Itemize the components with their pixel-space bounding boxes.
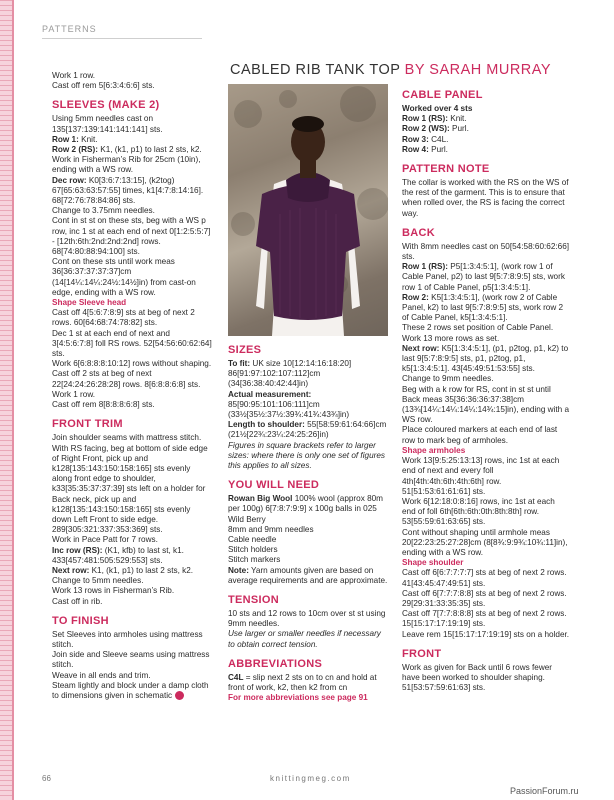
text-line: Actual measurement: 85[90:95:101:106:111]cm (33½[35½:37½:39¾:41¾:43¾]in)	[228, 389, 350, 420]
heading-tension: TENSION	[228, 594, 279, 607]
text-line: Work 6[12:18:0:8:16] rows, inc 1st at each end of foll 6th[6th:6th:0th:8th:8th] row. 53[55:59:61:63:65] sts.	[402, 496, 555, 527]
text-line: Work 1 row.	[52, 71, 96, 80]
text-line: Row 1: Knit.	[52, 134, 98, 144]
text-line: Steam lightly and block under a damp cloth to dimensions given in schematic	[52, 680, 209, 700]
middle-column	[228, 340, 388, 703]
text-line: Row 2: K5[1:3:4:5:1], (work row 2 of Cable Panel, k2) to last 9[5:7:8:9:5] sts, work row 2 of Cable Panel, k5[1:3:4:5:1].	[402, 292, 564, 323]
text-line: Leave rem 15[15:17:17:19:19] sts on a holder.	[402, 629, 570, 639]
text-line: Change to 9mm needles.	[402, 374, 494, 384]
text-line: Row 1 (RS): P5[1:3:4:5:1], (work row 1 of Cable Panel, p2) to last 9[5:7:8:9:5] sts, work row 1 of Cable Panel, p5[1:3:4:5:1].	[402, 262, 565, 292]
text-line: Set Sleeves into armholes using mattress stitch.	[52, 629, 203, 649]
left-column	[52, 71, 212, 701]
text-line: Join shoulder seams with mattress stitch. With RS facing, beg at bottom of side edge of Right Front, pick up and k128[135:143:150:158:165] sts evenly along front edge to shoulder, k33[35:35:37:37:39] sts left on a holder for Back neck, pick up and k128[135:143:150:158:165] sts evenly down Left Front to side edge. 289[305:321:337:353:369] sts.	[52, 433, 208, 535]
subheading-shoulder: Shape shoulder	[402, 558, 464, 568]
text-line: Dec row: K0[3:6:7:13:15], (k2tog) 67[65:63:63:57:55] times, k1[4:7:8:14:16]. 68[72:76:78:84:86] sts.	[52, 175, 204, 206]
page-title	[230, 62, 610, 78]
text-line: With 8mm needles cast on 50[54:58:60:62:66] sts.	[402, 241, 570, 262]
text-line: Cast off rem 8[8:8:8:6:8] sts.	[52, 400, 155, 410]
text-line: Work in Fisherman’s Rib for 25cm (10in), ending with a WS row.	[52, 155, 201, 175]
text-line: Work 13 rows in Fisherman’s Rib.	[52, 586, 175, 596]
text-line: Work 1 row.	[52, 389, 96, 399]
heading-abbreviations: ABBREVIATIONS	[228, 657, 323, 670]
text-line: Work 13[9:5:25:13:13] rows, inc 1st at each end of next and every foll 4th[4th:4th:6th:4th:6th] row. 51[51:53:61:61:61] sts.	[402, 456, 560, 496]
text-line: Work 6[6:8:8:8:10:12] rows without shaping.	[52, 359, 212, 369]
text-line: Weave in all ends and trim.	[52, 670, 151, 680]
title-main: CABLED RIB TANK TOP	[230, 62, 401, 78]
text-line: Inc row (RS): (K1, kfb) to last st, k1. 433[457:481:505:529:553] sts.	[52, 545, 184, 565]
watermark: PassionForum.ru	[510, 786, 579, 796]
measuring-ruler	[0, 0, 12, 800]
text-line: Beg with a k row for RS, cont in st st until Back meas 35[36:36:36:37:38]cm (13¾[14¼:14¼:14¼:14¾:15]in), ending with a WS row.	[402, 384, 570, 425]
text-line: Use larger or smaller needles if necessary to obtain correct tension.	[228, 629, 381, 649]
text-line: Cast off rem 5[6:3:4:6:6] sts.	[52, 81, 155, 91]
right-column	[402, 89, 570, 693]
text-line: Row 4: Purl.	[402, 144, 448, 154]
text-line: Stitch holders	[228, 545, 278, 555]
more-abbreviations-link: For more abbreviations see page 91	[228, 693, 368, 703]
text-line: 10 sts and 12 rows to 10cm over st st using 9mm needles.	[228, 609, 386, 629]
heading-sleeves: SLEEVES (MAKE 2)	[52, 99, 160, 112]
heading-you-will-need: YOU WILL NEED	[228, 479, 320, 492]
text-line: Work in Pace Patt for 7 rows.	[52, 535, 158, 545]
text-line: Cont in st st on these sts, beg with a WS p row, inc 1 st at each end of next 0[1:2:5:5:7] - [12th:6th:2nd:2nd:2nd] rows. 68[74:80:88:94:100] sts.	[52, 216, 211, 257]
text-line: Work as given for Back until 6 rows fewer have been worked to shoulder shaping. 51[53:57:59:61:63] sts.	[402, 662, 553, 693]
text-line: Cast off 2 sts at beg of next 22[24:24:26:28:28] rows. 8[6:8:8:6:8] sts.	[52, 369, 201, 389]
model-photo	[228, 84, 388, 336]
heading-to-finish: TO FINISH	[52, 614, 109, 627]
text-line: Cast off 4[5:6:7:8:9] sts at beg of next 2 rows. 60[64:68:74:78:82] sts.	[52, 308, 195, 328]
text-line: Cast off 6[6:7:7:7:7] sts at beg of next 2 rows. 41[43:45:47:49:51] sts.	[402, 568, 567, 588]
text-line: Length to shoulder: 55[58:59:61:64:66]cm (21½[22¾:23¼:24:25:26]in)	[228, 420, 387, 440]
section-divider	[42, 38, 202, 39]
page-number: 66	[42, 774, 51, 783]
text-line: Using 5mm needles cast on 135[137:139:141:141:141] sts.	[52, 114, 163, 134]
text-line: Figures in square brackets refer to larger sizes: where there is only one set of figures this applies to all sizes.	[228, 440, 386, 471]
text-line: Place coloured markers at each end of last row to mark beg of armholes.	[402, 425, 558, 445]
heading-back: BACK	[402, 226, 435, 239]
model-illustration	[228, 84, 388, 336]
text-line: These 2 rows set position of Cable Panel. Work 13 more rows as set.	[402, 323, 554, 343]
text-line: Row 3: C4L.	[402, 134, 449, 144]
ruler-edge	[12, 0, 14, 800]
text-line: Next row: K1, (k1, p1) to last 2 sts, k2.	[52, 565, 194, 575]
text-line: Change to 3.75mm needles.	[52, 206, 155, 216]
text-line: Stitch markers	[228, 555, 281, 565]
text-line: To fit: UK size 10[12:14:16:18:20] 86[91:97:102:107:112]cm (34[36:38:40:42:44]in)	[228, 359, 352, 389]
section-tag: PATTERNS	[42, 24, 97, 34]
subheading-sleeve-head: Shape Sleeve head	[52, 298, 127, 308]
text-line: 8mm and 9mm needles	[228, 524, 314, 534]
text-line: Note: Yarn amounts given are based on average requirements and are approximate.	[228, 565, 388, 585]
heading-pattern-note: PATTERN NOTE	[402, 163, 490, 176]
footer-site: knittingmeg.com	[270, 774, 351, 783]
text-line: Row 1 (RS): Knit.	[402, 114, 467, 124]
text-line: Cont on these sts until work meas 36[36:37:37:37:37]cm (14[14¼:14¼:24½:14½]in) from cast-on edge, ending with a WS row.	[52, 257, 196, 297]
text-line: Change to 5mm needles.	[52, 576, 144, 586]
end-mark-icon	[175, 691, 184, 700]
text-line: Next row: K5[1:3:4:5:1], (p1, p2tog, p1, k2) to last 9[5:7:8:9:5] sts, p1, p2tog, p1, k5[1:3:4:5:1]. 43[45:49:51:53:55] sts.	[402, 343, 569, 374]
heading-front-trim: FRONT TRIM	[52, 418, 123, 431]
text-line: Cast off 6[7:7:7:8:8] sts at beg of next 2 rows. 29[29:31:33:35:35] sts.	[402, 588, 567, 608]
text-line: Join side and Sleeve seams using mattress stitch.	[52, 650, 210, 670]
text-line: Dec 1 st at each end of next and 3[4:5:6:7:8] foll RS rows. 52[54:56:60:62:64] sts.	[52, 328, 212, 359]
heading-sizes: SIZES	[228, 344, 262, 356]
text-line: The collar is worked with the RS on the WS of the rest of the garment. This is to ensure that when rolled over, the RS is facing the correct way.	[402, 178, 569, 218]
title-author: BY SARAH MURRAY	[404, 62, 552, 78]
text-line: Row 2 (WS): Purl.	[402, 124, 469, 134]
text-line: Cont without shaping until armhole meas 20[22:23:25:27:28]cm (8[8¾:9:9¾:10¾:11]in), ending with a WS row.	[402, 527, 568, 557]
text-line: C4L = slip next 2 sts on to cn and hold at front of work, k2, then k2 from cn	[228, 672, 377, 693]
heading-front: FRONT	[402, 647, 442, 660]
heading-cable-panel: CABLE PANEL	[402, 89, 483, 101]
text-line: Cast off 7[7:7:8:8:8] sts at beg of next 2 rows. 15[15:17:17:19:19] sts.	[402, 609, 567, 629]
subheading-armholes: Shape armholes	[402, 445, 466, 455]
text-line: Row 2 (RS): K1, (k1, p1) to last 2 sts, k2.	[52, 145, 202, 155]
text-line: Worked over 4 sts	[402, 104, 473, 113]
text-line: Cast off in rib.	[52, 596, 103, 606]
text-line: Cable needle	[228, 535, 277, 545]
text-line: Rowan Big Wool 100% wool (approx 80m per 100g) 6[7:8:7:9:9] x 100g balls in 025 Wild Berry	[228, 494, 384, 524]
